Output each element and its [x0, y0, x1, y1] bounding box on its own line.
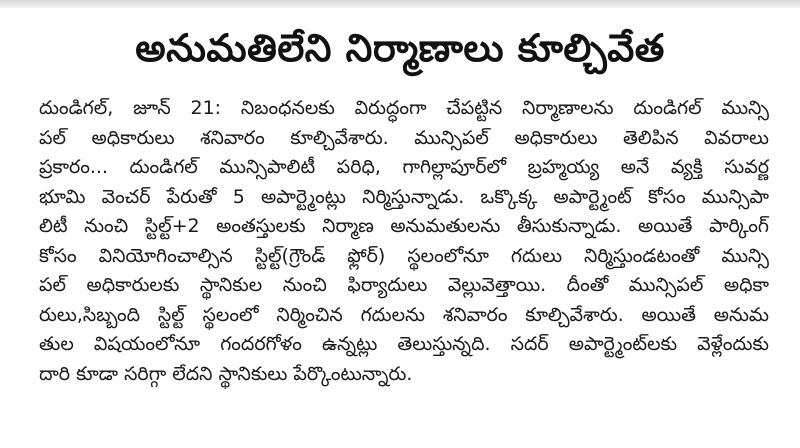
article-line: లిటీ నుంచి స్టిల్ట్+2 అంతస్తులకు నిర్మాణ అనుమతులను తీసుకున్నాడు. అయితే పార్కింగ్ [39, 215, 769, 237]
article-body [39, 94, 769, 389]
article-headline: అనుమతిలేని నిర్మాణాలు కూల్చివేత [135, 26, 665, 70]
article-line: దుండిగల్, జూన్ 21: నిబంధనలకు విరుద్ధంగా చేపట్టిన నిర్మాణాలను దుండిగల్ మున్సి [39, 97, 769, 119]
article-line: ప్రకారం... దుండిగల్ మున్సిపాలిటీ పరిధి, గాగిల్లాపూర్‌లో బ్రహ్మయ్య అనే వ్యక్తి సువర్ణ [39, 156, 769, 178]
article-line: రులు,సిబ్బంది స్టిల్ట్ స్థలంలో నిర్మించిన గదులను శనివారం కూల్చివేశారు. అయితే అనుమ [39, 303, 769, 326]
article-line: భూమి వెంచర్ పేరుతో 5 అపార్ట్మెంట్లు నిర్మిస్తున్నాడు. ఒక్కొక్క అపార్ట్మెంట్ కోసం మున్సిపా [39, 185, 769, 208]
article-line: కోసం వినియోగించాల్సిన స్టిల్ట్(గ్రౌండ్ ఫ్లోర్) స్థలంలోనూ గదులు నిర్మిస్తుండటంతో మున్సి [39, 244, 769, 267]
article-line: పల్ అధికారులు శనివారం కూల్చివేశారు. మున్సిపల్ అధికారులు తెలిపిన వివరాలు [39, 126, 769, 149]
top-border [0, 0, 800, 8]
article-line: పల్ అధికారులకు స్థానికుల నుంచి ఫిర్యాదులు వెల్లువెత్తాయి. దీంతో మున్సిపల్ అధికా [39, 274, 769, 296]
article-line: తుల విషయంలోనూ గందరగోళం ఉన్నట్లు తెలుస్తున్నది. సదర్ అపార్ట్మెంట్‌లకు వెళ్లేందుకు [39, 333, 769, 355]
article-line: దారి కూడా సరిగ్గా లేదని స్థానికులు పేర్కొంటున్నారు. [39, 362, 413, 385]
